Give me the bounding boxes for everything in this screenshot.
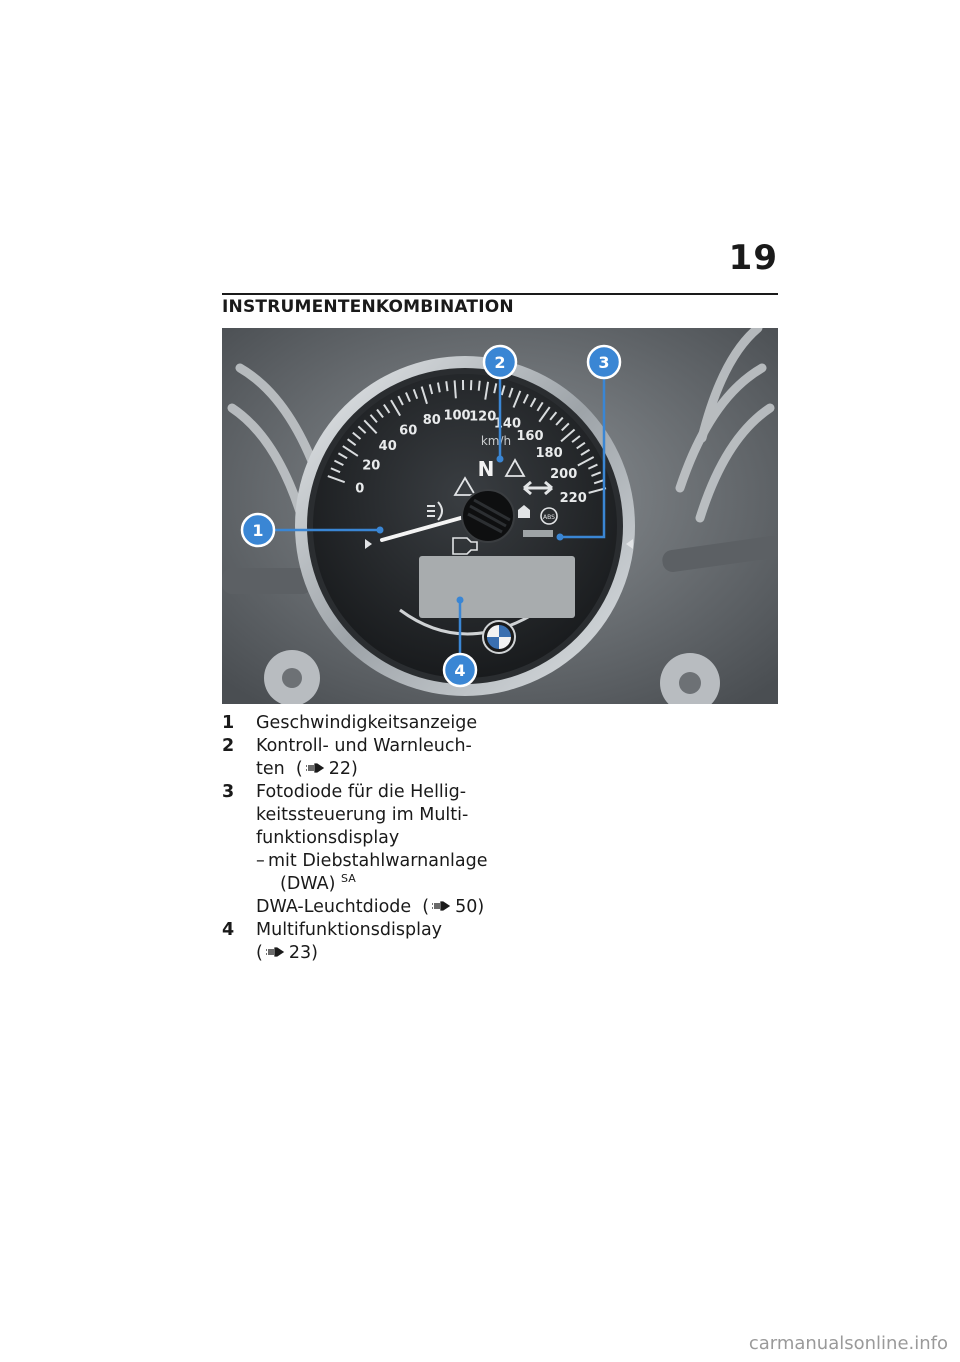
- photodiode: [523, 530, 553, 537]
- speed-tick-label: 220: [559, 491, 587, 507]
- minor-tick: [446, 381, 447, 391]
- legend-number: 1: [222, 713, 235, 733]
- page-reference[interactable]: 23): [288, 943, 318, 963]
- legend-number: 2: [222, 736, 235, 756]
- dash-marker: –: [256, 851, 265, 871]
- instrument-cluster-figure: [222, 328, 778, 704]
- legend-item-3: [222, 781, 492, 919]
- page-reference[interactable]: 50): [455, 897, 485, 917]
- speed-tick-label: 120: [469, 409, 497, 425]
- legend-item-2: [222, 735, 492, 781]
- legend-text: ten: [256, 759, 285, 779]
- page-number: 19: [728, 238, 778, 278]
- gear-indicator: N: [477, 457, 495, 481]
- legend: [222, 712, 492, 965]
- speed-tick-label: 0: [355, 481, 365, 497]
- speed-tick-label: 180: [535, 445, 563, 461]
- option-text: (DWA): [280, 874, 336, 894]
- legend-item-4: [222, 919, 492, 965]
- page-reference-arrow-icon: [305, 762, 325, 774]
- speed-tick-label: 40: [378, 438, 397, 454]
- speed-tick-label: 100: [443, 408, 471, 424]
- legend-text: DWA-Leuchtdiode: [256, 897, 412, 917]
- section-title: INSTRUMENTENKOMBINATION: [222, 297, 514, 317]
- open-paren: (: [295, 759, 303, 779]
- open-paren: (: [256, 943, 263, 963]
- page-reference-arrow-icon: [265, 946, 285, 958]
- speed-tick-label: 20: [362, 458, 381, 474]
- legend-number: 3: [222, 782, 235, 802]
- callout-label-4: 4: [454, 661, 466, 680]
- watermark: carmanualsonline.info: [748, 1333, 948, 1354]
- special-equipment-badge: SA: [341, 872, 356, 886]
- speed-unit-label: km/h: [480, 434, 512, 448]
- speed-tick-label: 140: [493, 416, 522, 432]
- option-note: [256, 850, 492, 896]
- legend-text: keitssteuerung im Multi-: [256, 805, 469, 825]
- option-text: mit Diebstahlwarnanlage: [268, 851, 488, 871]
- legend-text: Multifunktionsdisplay: [256, 920, 443, 940]
- legend-item-1: [222, 712, 492, 735]
- speed-tick-label: 200: [550, 467, 578, 483]
- minor-tick: [479, 381, 480, 391]
- callout-label-1: 1: [252, 521, 264, 540]
- speed-tick-label: 60: [399, 423, 418, 439]
- major-tick: [455, 380, 456, 398]
- legend-text: funktionsdisplay: [256, 828, 400, 848]
- legend-text: Fotodiode für die Hellig-: [256, 782, 467, 802]
- instrument-cluster-illustration: [222, 328, 778, 704]
- callout-label-3: 3: [598, 353, 610, 372]
- open-paren: (: [422, 897, 430, 917]
- page-reference-arrow-icon: [431, 900, 451, 912]
- speed-tick-label: 80: [422, 413, 441, 429]
- legend-number: 4: [222, 920, 235, 940]
- abs-icon-label: ABS: [543, 514, 555, 521]
- legend-text: Geschwindigkeitsanzeige: [256, 713, 478, 733]
- speed-tick-label: 160: [516, 428, 544, 444]
- legend-text: Kontroll- und Warnleuch-: [256, 736, 472, 756]
- callout-label-2: 2: [494, 353, 506, 372]
- page-reference[interactable]: 22): [328, 759, 358, 779]
- header-rule: [222, 293, 778, 295]
